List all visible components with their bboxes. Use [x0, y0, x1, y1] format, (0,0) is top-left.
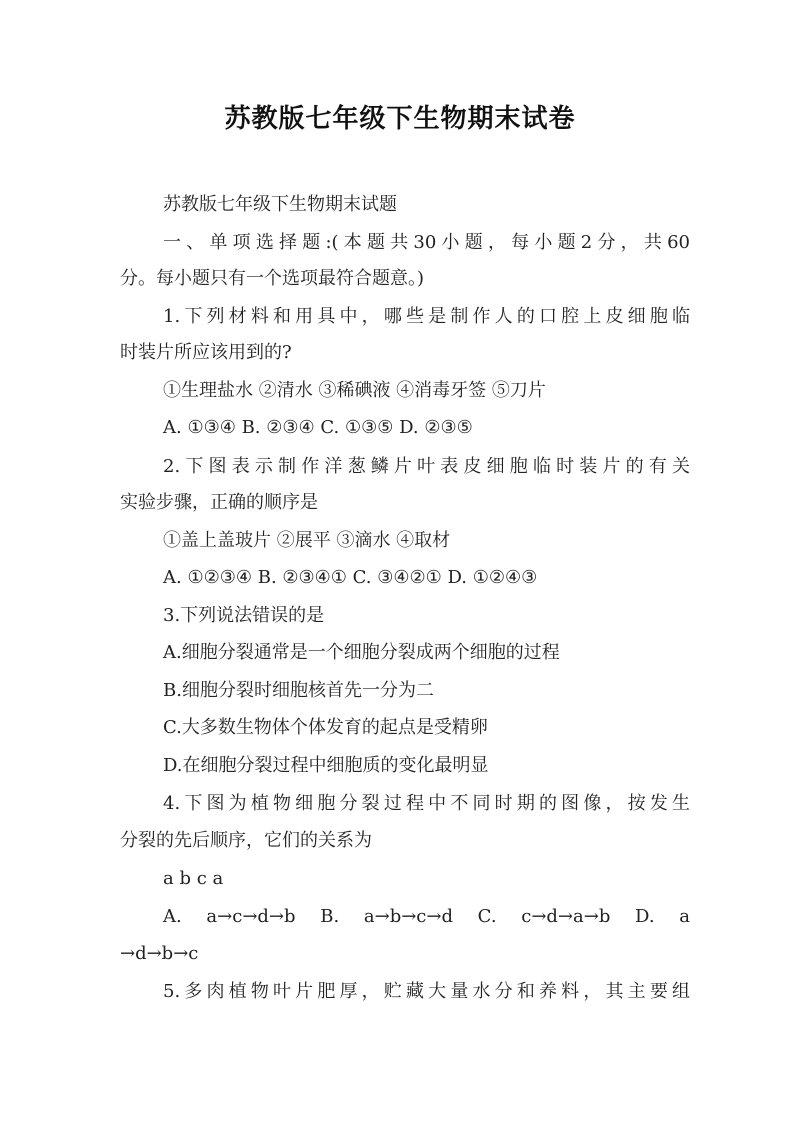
question-4-options-continued: →d→b→c [120, 943, 199, 964]
question-3-option-d: D.在细胞分裂过程中细胞质的变化最明显 [163, 755, 489, 776]
question-2-continued: 实验步骤，正确的顺序是 [120, 492, 318, 513]
question-5-line: 5.多肉植物叶片肥厚，贮藏大量水分和养料，其主要组 [163, 981, 690, 1002]
question-3-line: 3.下列说法错误的是 [163, 605, 325, 626]
question-1-line: 1.下列材料和用具中，哪些是制作人的口腔上皮细胞临 [163, 306, 690, 327]
question-3-option-b: B.细胞分裂时细胞核首先一分为二 [163, 680, 434, 701]
question-4-line: 4.下图为植物细胞分裂过程中不同时期的图像，按发生 [163, 793, 690, 814]
section-heading-continued: 分。每小题只有一个选项最符合题意。) [120, 268, 425, 289]
question-4-continued: 分裂的先后顺序，它们的关系为 [120, 830, 372, 851]
subtitle-line: 苏教版七年级下生物期末试题 [163, 194, 397, 215]
question-1-options: A. ①③④ B. ②③④ C. ①③⑤ D. ②③⑤ [163, 417, 473, 438]
question-4-figure-labels: a b c a [163, 868, 224, 889]
question-4-options: A. a→c→d→b B. a→b→c→d C. c→d→a→b D. a [163, 906, 690, 927]
question-2-options: A. ①②③④ B. ②③④① C. ③④②① D. ①②④③ [163, 567, 538, 588]
question-3-option-a: A.细胞分裂通常是一个细胞分裂成两个细胞的过程 [163, 642, 560, 663]
page-title: 苏教版七年级下生物期末试卷 [224, 104, 576, 134]
question-1-items: ①生理盐水 ②清水 ③稀碘液 ④消毒牙签 ⑤刀片 [163, 380, 546, 401]
question-2-items: ①盖上盖玻片 ②展平 ③滴水 ④取材 [163, 530, 451, 551]
section-heading-line: 一、单项选择题:(本题共30小题，每小题2分，共60 [163, 232, 690, 253]
question-2-line: 2.下图表示制作洋葱鳞片叶表皮细胞临时装片的有关 [163, 456, 690, 477]
question-3-option-c: C.大多数生物体个体发育的起点是受精卵 [163, 717, 488, 738]
question-1-continued: 时装片所应该用到的? [120, 342, 292, 363]
